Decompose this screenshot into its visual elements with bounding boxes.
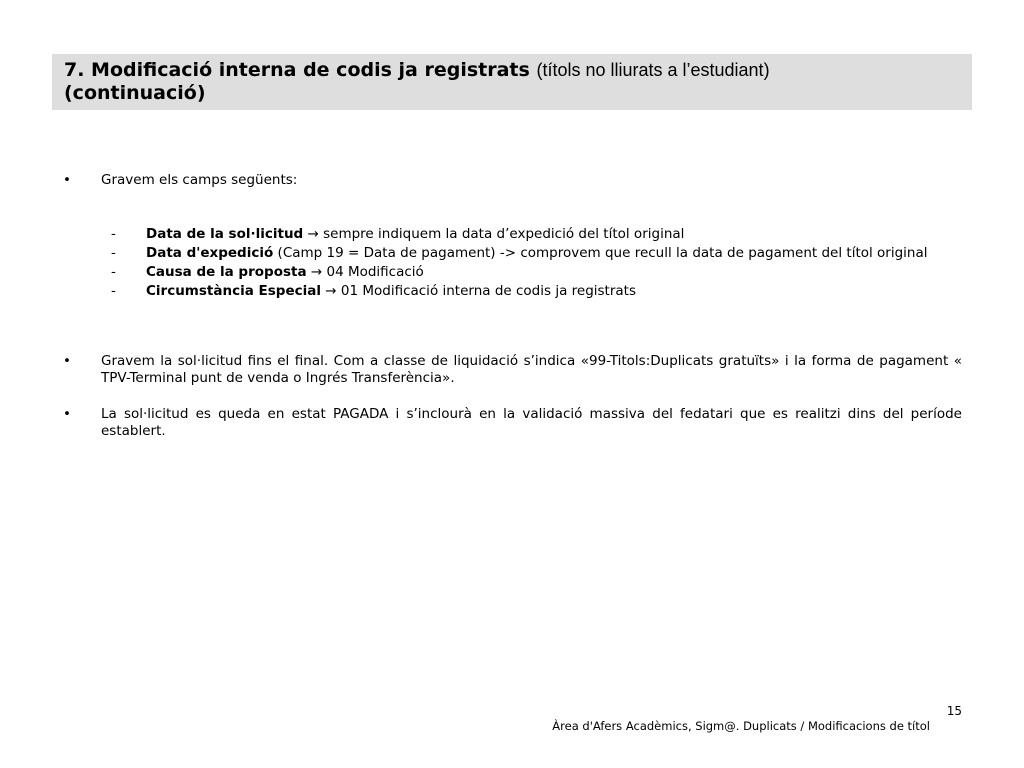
- field-description: (Camp 19 = Data de pagament) -> comprovem que recull la data de pagament del títol original: [273, 245, 928, 261]
- field-description: sempre indiquem la data d’expedició del títol original: [318, 226, 685, 242]
- bullet-item-1: [60, 172, 962, 189]
- dash-marker: -: [111, 245, 116, 261]
- dash-marker: -: [111, 283, 116, 299]
- field-label: Data d'expedició: [146, 245, 274, 261]
- bullet-marker: •: [63, 353, 71, 369]
- arrow-right-icon: →: [310, 264, 323, 280]
- field-item-causa-proposta: [111, 264, 962, 281]
- arrow-right-icon: →: [325, 283, 337, 299]
- section-title-line-1: [64, 59, 960, 82]
- field-label: Circumstància Especial: [146, 283, 321, 299]
- field-item-circumstancia-especial: [111, 283, 962, 300]
- field-description: 04 Modificació: [322, 264, 424, 280]
- section-title: 7. Modificació interna de codis ja registrats: [64, 59, 530, 81]
- field-label: Data de la sol·licitud: [146, 226, 304, 242]
- field-item-data-sollicitud: [111, 226, 962, 243]
- footer-caption: Àrea d'Afers Acadèmics, Sigm@. Duplicats / Modificacions de títol: [552, 719, 930, 733]
- section-title-line-2: (continuació): [64, 82, 206, 104]
- dash-marker: -: [111, 226, 116, 242]
- field-label: Causa de la proposta: [146, 264, 307, 280]
- field-description: 01 Modificació interna de codis ja registrats: [336, 283, 636, 299]
- bullet-text: Gravem els camps següents:: [101, 172, 298, 188]
- section-title-box: [52, 54, 972, 110]
- page-number: 15: [946, 704, 962, 718]
- bullet-text: Gravem la sol·licitud fins el final. Com a classe de liquidació s’indica «99-Titols:Duplicats gratuïts» i la forma de pagament « TPV-Terminal punt de venda o Ingrés Transferència».: [101, 353, 962, 386]
- fields-list: [111, 226, 962, 302]
- dash-marker: -: [111, 264, 116, 280]
- bullet-text: La sol·licitud es queda en estat PAGADA i s’inclourà en la validació massiva del fedatari que es realitzi dins del període establert.: [101, 406, 962, 439]
- field-item-data-expedicio: [111, 245, 962, 262]
- bullet-item-2: [60, 353, 962, 387]
- bullet-marker: •: [63, 406, 71, 422]
- bullet-marker: •: [63, 172, 71, 188]
- arrow-right-icon: →: [307, 226, 319, 242]
- bullet-item-3: [60, 406, 962, 440]
- section-title-note: (títols no lliurats a l’estudiant): [536, 60, 770, 80]
